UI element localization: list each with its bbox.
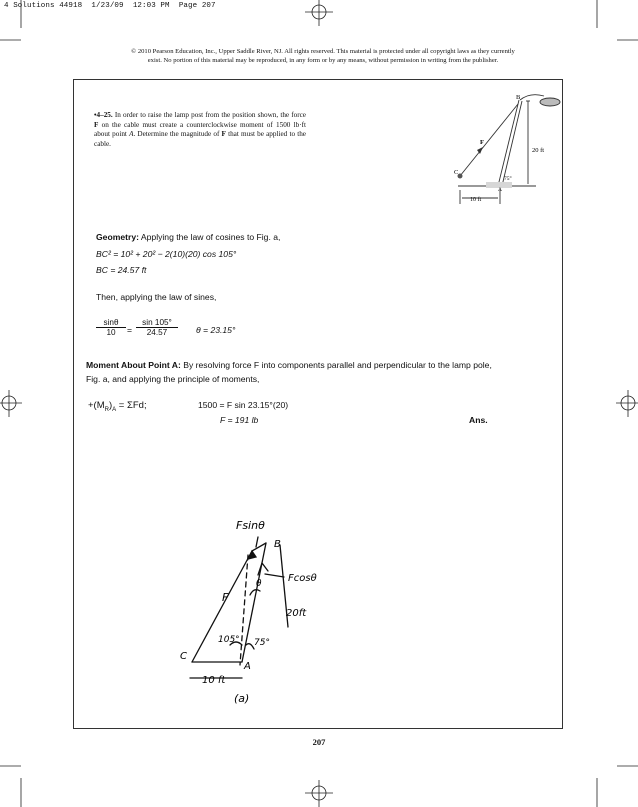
dim-20ft: 20 ft bbox=[532, 147, 545, 154]
label-fsin: Fsinθ bbox=[236, 519, 265, 532]
frac-equals: = bbox=[127, 325, 133, 335]
fcos-arrow bbox=[265, 574, 284, 577]
label-b: B bbox=[516, 94, 521, 101]
fraction-sin105 bbox=[136, 318, 178, 337]
moment-text-2: Fig. a, and applying the principle of moments, bbox=[86, 374, 260, 384]
fraction-sintheta bbox=[96, 318, 126, 337]
moment-equation: 1500 = F sin 23.15°(20) bbox=[198, 400, 289, 410]
moment-lhs-close: ) bbox=[108, 400, 113, 411]
sketch-label-f: F bbox=[222, 591, 229, 604]
moment-title: Moment About Point A: bbox=[86, 360, 181, 370]
sketch-label-75: 75° bbox=[254, 638, 270, 648]
dim-10ft: 10 ft bbox=[470, 197, 482, 203]
point-a: A bbox=[129, 130, 134, 139]
copyright-notice bbox=[88, 47, 558, 65]
copyright-line-2: exist. No portion of this material may be reproduced, in any form or by any means, without permission in writing from the publisher. bbox=[147, 57, 499, 64]
sketch-label-c: C bbox=[180, 651, 187, 662]
sketch-label-10ft: 10 ft bbox=[202, 675, 226, 686]
theta-result: θ = 23.15° bbox=[196, 325, 236, 335]
lamp-pole bbox=[498, 100, 519, 186]
sketch-label-20ft: 20ft bbox=[286, 608, 307, 619]
moment-sum-label bbox=[88, 400, 147, 413]
problem-number: •4–25. bbox=[94, 111, 113, 119]
moment-lhs: +(M bbox=[88, 400, 105, 411]
sketch-label-a: A bbox=[244, 661, 251, 672]
page-number: 207 bbox=[312, 737, 326, 747]
force-symbol: F bbox=[94, 120, 99, 129]
force-arrow bbox=[477, 147, 483, 154]
frac1-den: 10 bbox=[106, 328, 116, 337]
sines-intro: Then, applying the law of sines, bbox=[96, 292, 217, 302]
problem-text-c: . Determine the magnitude of bbox=[133, 130, 222, 139]
geometry-title: Geometry: bbox=[96, 232, 139, 242]
problem-text-d: that must be applied to the cable. bbox=[94, 130, 306, 148]
frac2-num: sin 105° bbox=[136, 318, 178, 328]
frac2-den: 24.57 bbox=[146, 328, 168, 337]
lamp-pole-edge bbox=[502, 101, 522, 186]
problem-text-a: In order to raise the lamp post from the position shown, the force bbox=[112, 111, 306, 119]
sketch-caption: (a) bbox=[234, 692, 250, 705]
force-symbol-2: F bbox=[221, 130, 226, 139]
moment-rhs: = ΣFd; bbox=[116, 400, 147, 411]
sketch-label-b: B bbox=[274, 539, 281, 550]
moment-text: By resolving force F into components parallel and perpendicular to the lamp pole, bbox=[183, 360, 492, 370]
geometry-text: Applying the law of cosines to Fig. a, bbox=[140, 232, 281, 242]
label-c: C bbox=[454, 169, 459, 176]
sketch-label-theta: θ bbox=[256, 579, 262, 589]
moment-sub-r: R bbox=[104, 406, 109, 413]
label-a: A bbox=[498, 187, 502, 193]
sketch-fig-a bbox=[170, 515, 390, 715]
moment-sub-a: A bbox=[112, 406, 117, 413]
slug-line: 4 Solutions 44918 1/23/09 12:03 PM Page 207 bbox=[4, 2, 216, 10]
sketch-label-fcos: Fcosθ bbox=[288, 573, 317, 584]
sketch-label-105: 105° bbox=[218, 635, 240, 645]
law-cosines-eq: BC² = 10² + 20² − 2(10)(20) cos 105° bbox=[96, 249, 237, 259]
cable-line bbox=[192, 551, 252, 662]
label-f: F bbox=[480, 139, 484, 146]
ans-label: Ans. bbox=[469, 415, 488, 425]
lamp-arm bbox=[520, 95, 544, 100]
problem-statement bbox=[94, 111, 306, 149]
frac1-num: sinθ bbox=[96, 318, 126, 328]
copyright-line-1: © 2010 Pearson Education, Inc., Upper Saddle River, NJ. All rights reserved. This material is protected under all copyright laws as they currently bbox=[131, 48, 515, 55]
answer-equation: F = 191 lb bbox=[220, 415, 259, 425]
problem-text-b: on the cable must create a counterclockwise moment of 1500 lb·ft about point bbox=[94, 120, 306, 139]
lamp-post-figure bbox=[440, 88, 565, 208]
angle-75: 75° bbox=[504, 176, 512, 182]
bc-result: BC = 24.57 ft bbox=[96, 265, 147, 275]
lamp-head bbox=[540, 98, 560, 106]
